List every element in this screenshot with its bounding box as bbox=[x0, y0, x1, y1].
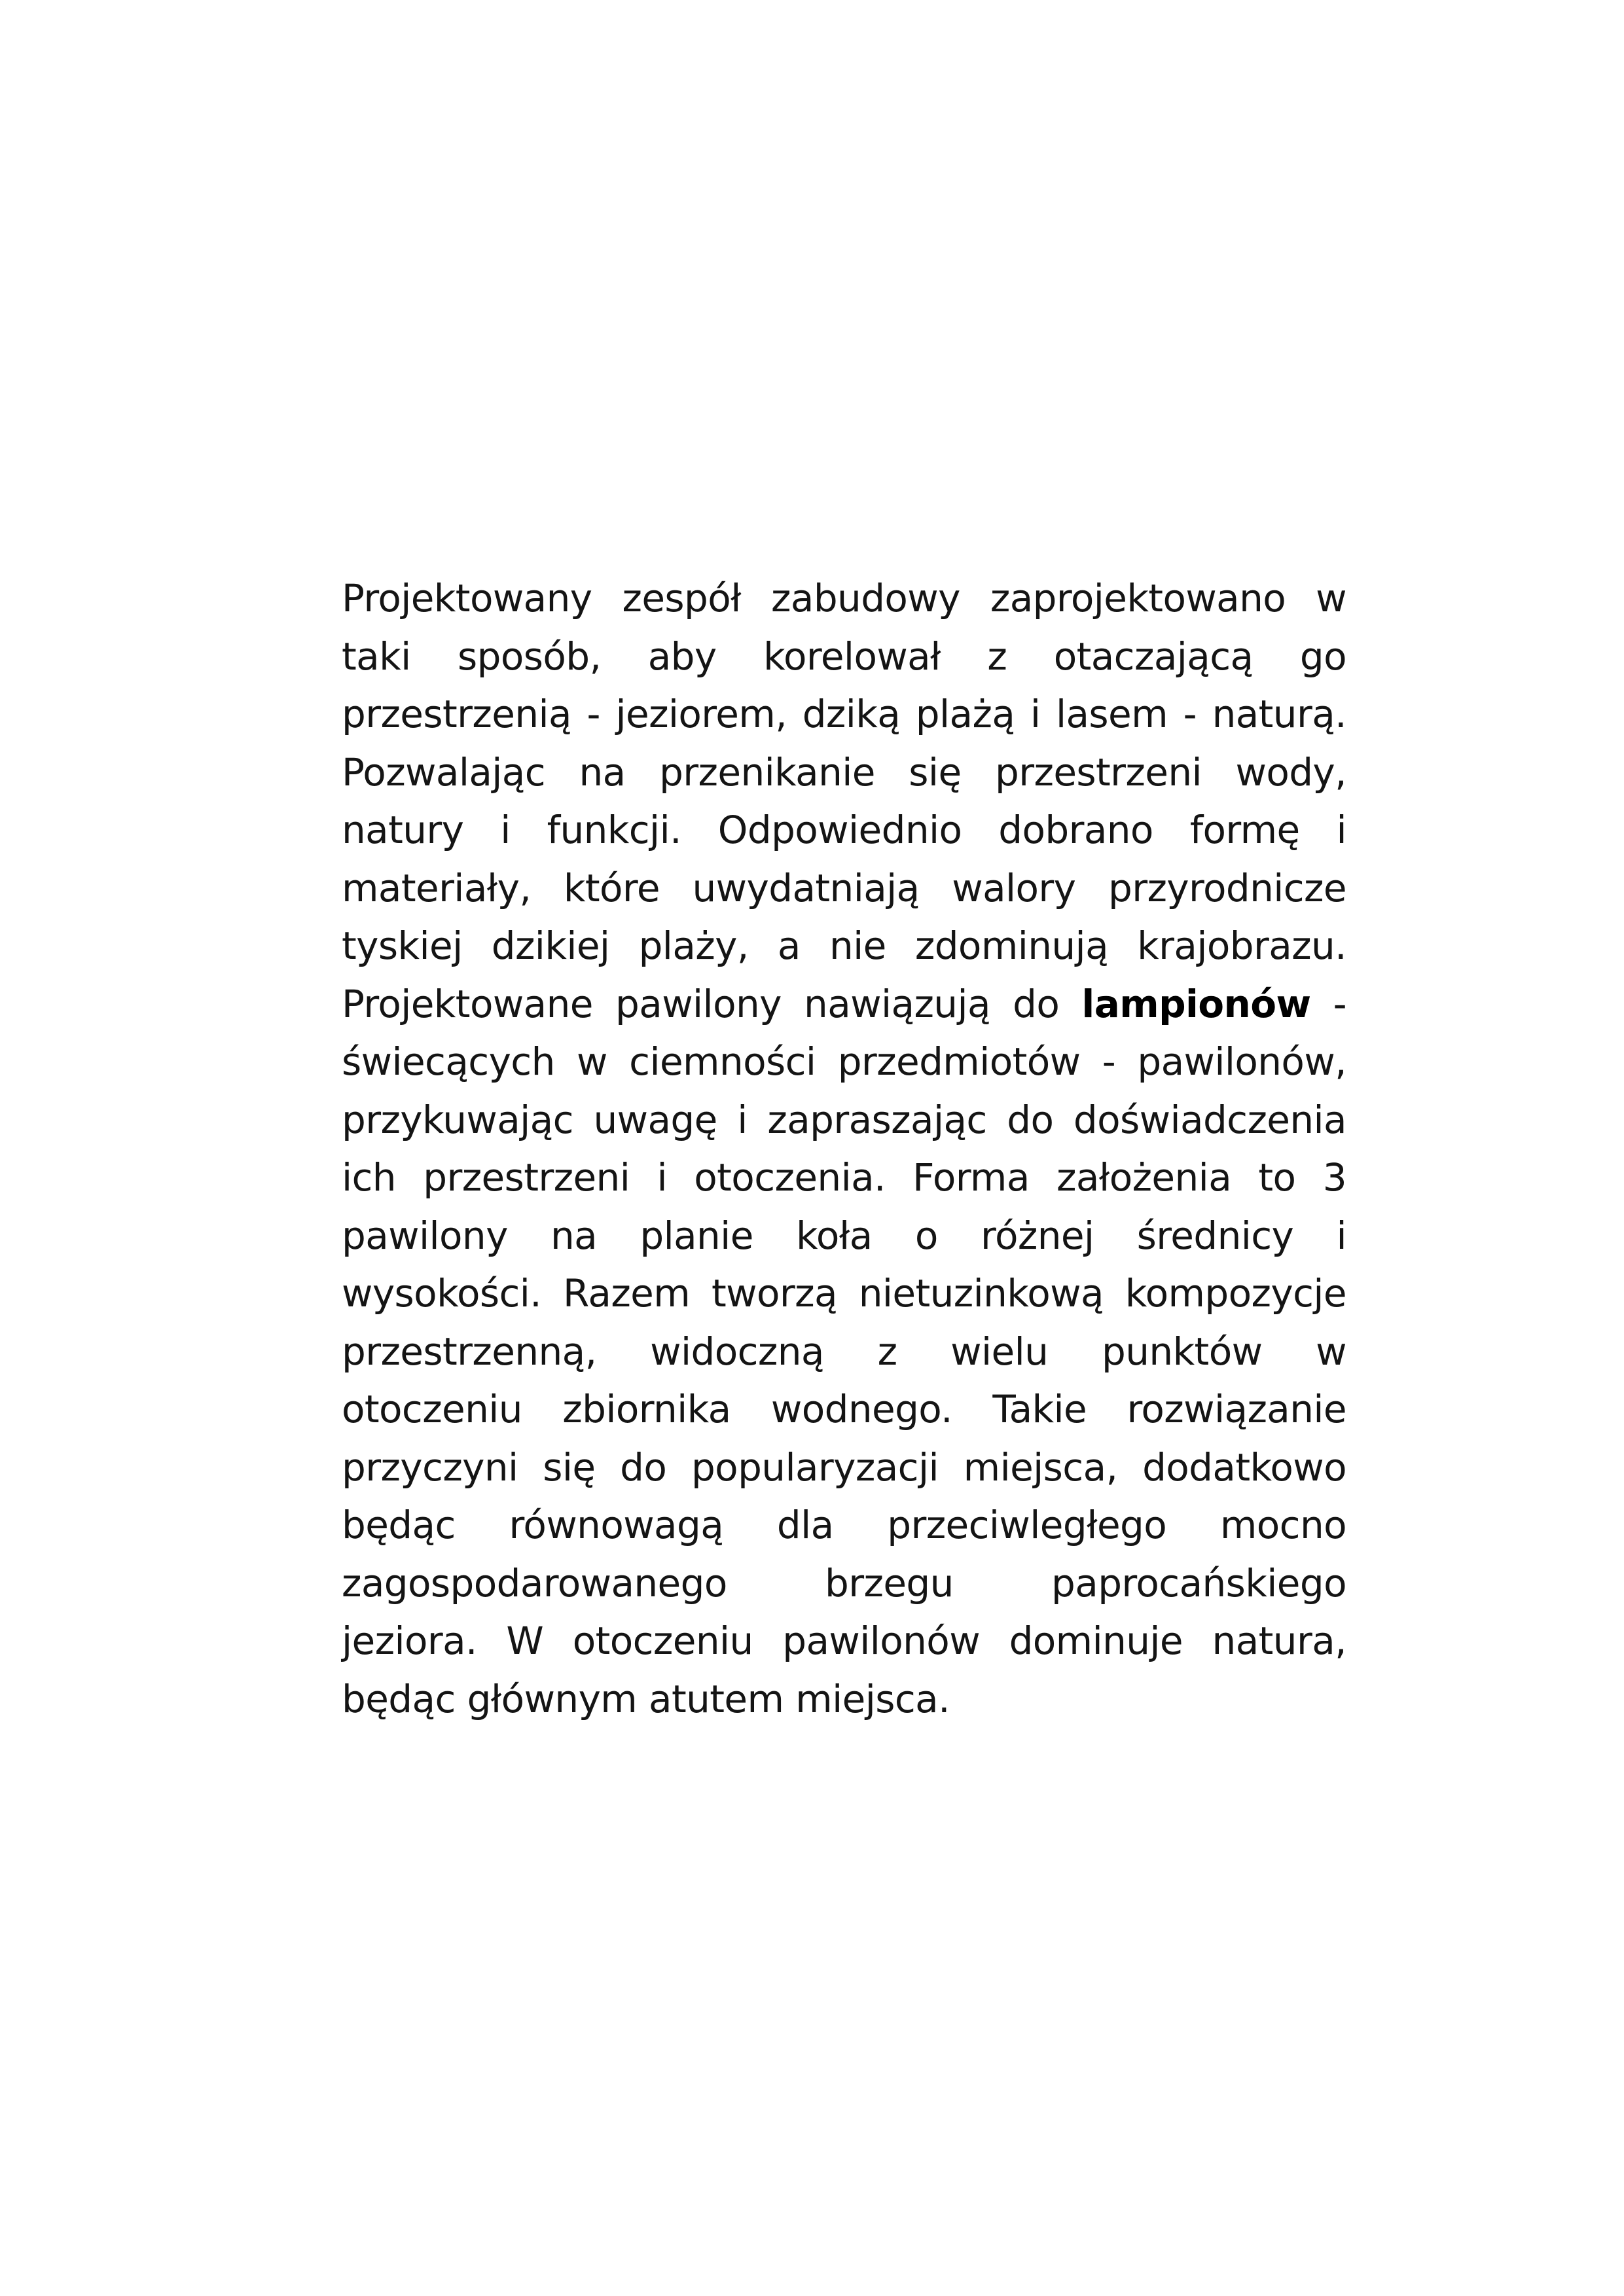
body-paragraph bbox=[342, 569, 1346, 1728]
paragraph-line: będąc równowagą dla przeciwległego mocno bbox=[342, 1503, 1346, 1547]
paragraph-line: materiały, które uwydatniają walory przyrodnicze bbox=[342, 865, 1346, 910]
line-text-after: - bbox=[1310, 981, 1346, 1026]
paragraph-line: ich przestrzeni i otoczenia. Forma założenia to 3 bbox=[342, 1155, 1346, 1200]
paragraph-line: przestrzenią - jeziorem, dziką plażą i lasem - naturą. bbox=[342, 692, 1346, 736]
paragraph-line: przykuwając uwagę i zapraszając do doświadczenia bbox=[342, 1097, 1346, 1142]
paragraph-line: tyskiej dzikiej plaży, a nie zdominują krajobrazu. bbox=[342, 924, 1346, 968]
paragraph-line: przestrzenną, widoczną z wielu punktów w bbox=[342, 1329, 1346, 1374]
paragraph-line: przyczyni się do popularyzacji miejsca, dodatkowo bbox=[342, 1444, 1346, 1490]
paragraph-line: Pozwalając na przenikanie się przestrzeni wody, bbox=[342, 749, 1346, 795]
paragraph-line: taki sposób, aby korelował z otaczającą go bbox=[342, 634, 1346, 679]
paragraph-line: Projektowany zespół zabudowy zaprojektowano w bbox=[342, 576, 1346, 620]
paragraph-line: wysokości. Razem tworzą nietuzinkową kompozycje bbox=[342, 1271, 1346, 1316]
paragraph-line: otoczeniu zbiornika wodnego. Takie rozwiązanie bbox=[342, 1387, 1346, 1431]
paragraph-line-with-emphasis bbox=[342, 975, 1346, 1033]
paragraph-line: zagospodarowanego brzegu paprocańskiego bbox=[342, 1560, 1346, 1605]
paragraph-line: pawilony na planie koła o różnej średnicy i bbox=[342, 1213, 1346, 1258]
paragraph-line: natury i funkcji. Odpowiednio dobrano formę i bbox=[342, 808, 1346, 852]
emphasized-word: lampionów bbox=[1081, 981, 1311, 1026]
paragraph-line: będąc głównym atutem miejsca. bbox=[342, 1676, 950, 1721]
line-text-before: Projektowane pawilony nawiązują do bbox=[342, 981, 1082, 1026]
paragraph-line: świecących w ciemności przedmiotów - pawilonów, bbox=[342, 1039, 1346, 1084]
paragraph-line: jeziora. W otoczeniu pawilonów dominuje natura, bbox=[342, 1619, 1346, 1663]
